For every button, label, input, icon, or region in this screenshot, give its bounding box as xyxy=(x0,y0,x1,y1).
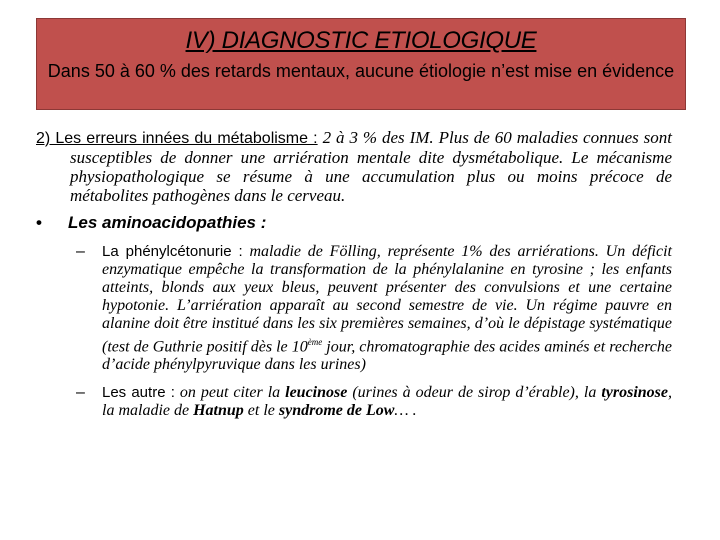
disease-name: Hatnup xyxy=(193,402,244,420)
dash-marker: – xyxy=(76,243,85,260)
text-run: , la maladie de xyxy=(102,384,672,420)
sub-item-text-end: jour, chromatographie des acides aminés et recherche d’acide phénylpyruvique dans les urines) xyxy=(102,338,672,374)
section-label: 2) Les erreurs innées du métabolisme : xyxy=(36,130,318,147)
sub-item-others xyxy=(76,384,672,420)
superscript: ème xyxy=(307,337,323,347)
slide-title: IV) DIAGNOSTIC ETIOLOGIQUE xyxy=(185,27,537,54)
sub-item-lead: La phénylcétonurie : xyxy=(102,243,243,260)
text-run: on peut citer la xyxy=(174,384,286,402)
bullet-item xyxy=(36,213,672,233)
title-banner xyxy=(36,18,686,110)
text-run: … . xyxy=(394,402,417,420)
disease-name: syndrome de Low xyxy=(278,402,395,420)
disease-name: leucinose xyxy=(285,384,348,402)
dash-marker: – xyxy=(76,384,85,402)
section-text: 2 à 3 % des IM. Plus de 60 maladies connues sont susceptibles de donner une arriération mentale dite dysmétabolique. Le mécanisme physiopathologique se résume à une accumulation plus ou moins précoce de métabolites pathogènes dans le cerveau. xyxy=(70,128,673,205)
slide-body xyxy=(36,128,672,420)
bullet-label: Les aminoacidopathies : xyxy=(68,213,267,232)
text-run: (urines à odeur de sirop d’érable), la xyxy=(347,384,602,402)
bullet-marker: • xyxy=(36,213,42,232)
slide-subtitle: Dans 50 à 60 % des retards mentaux, aucune étiologie n’est mise en évidence xyxy=(47,61,675,81)
sub-item-lead: Les autre : xyxy=(102,384,175,402)
section-paragraph xyxy=(36,128,672,205)
disease-name: tyrosinose xyxy=(601,384,668,402)
text-run: et le xyxy=(243,402,279,420)
sub-item-text: maladie de Fölling, représente 1% des arriérations. Un déficit enzymatique empêche la transformation de la phénylalanine en tyrosine ; les enfants atteints, blonds aux yeux bleus, peuvent présenter des convulsions et une certaine hypotonie. L’arriération apparaît au second semestre de vie. Un régime pauvre en alanine doit être institué dans les six premières semaines, d’où le dépistage systématique (test de Guthrie positif dès le 10 xyxy=(102,243,672,356)
sub-item-phenylketonuria xyxy=(76,243,672,374)
